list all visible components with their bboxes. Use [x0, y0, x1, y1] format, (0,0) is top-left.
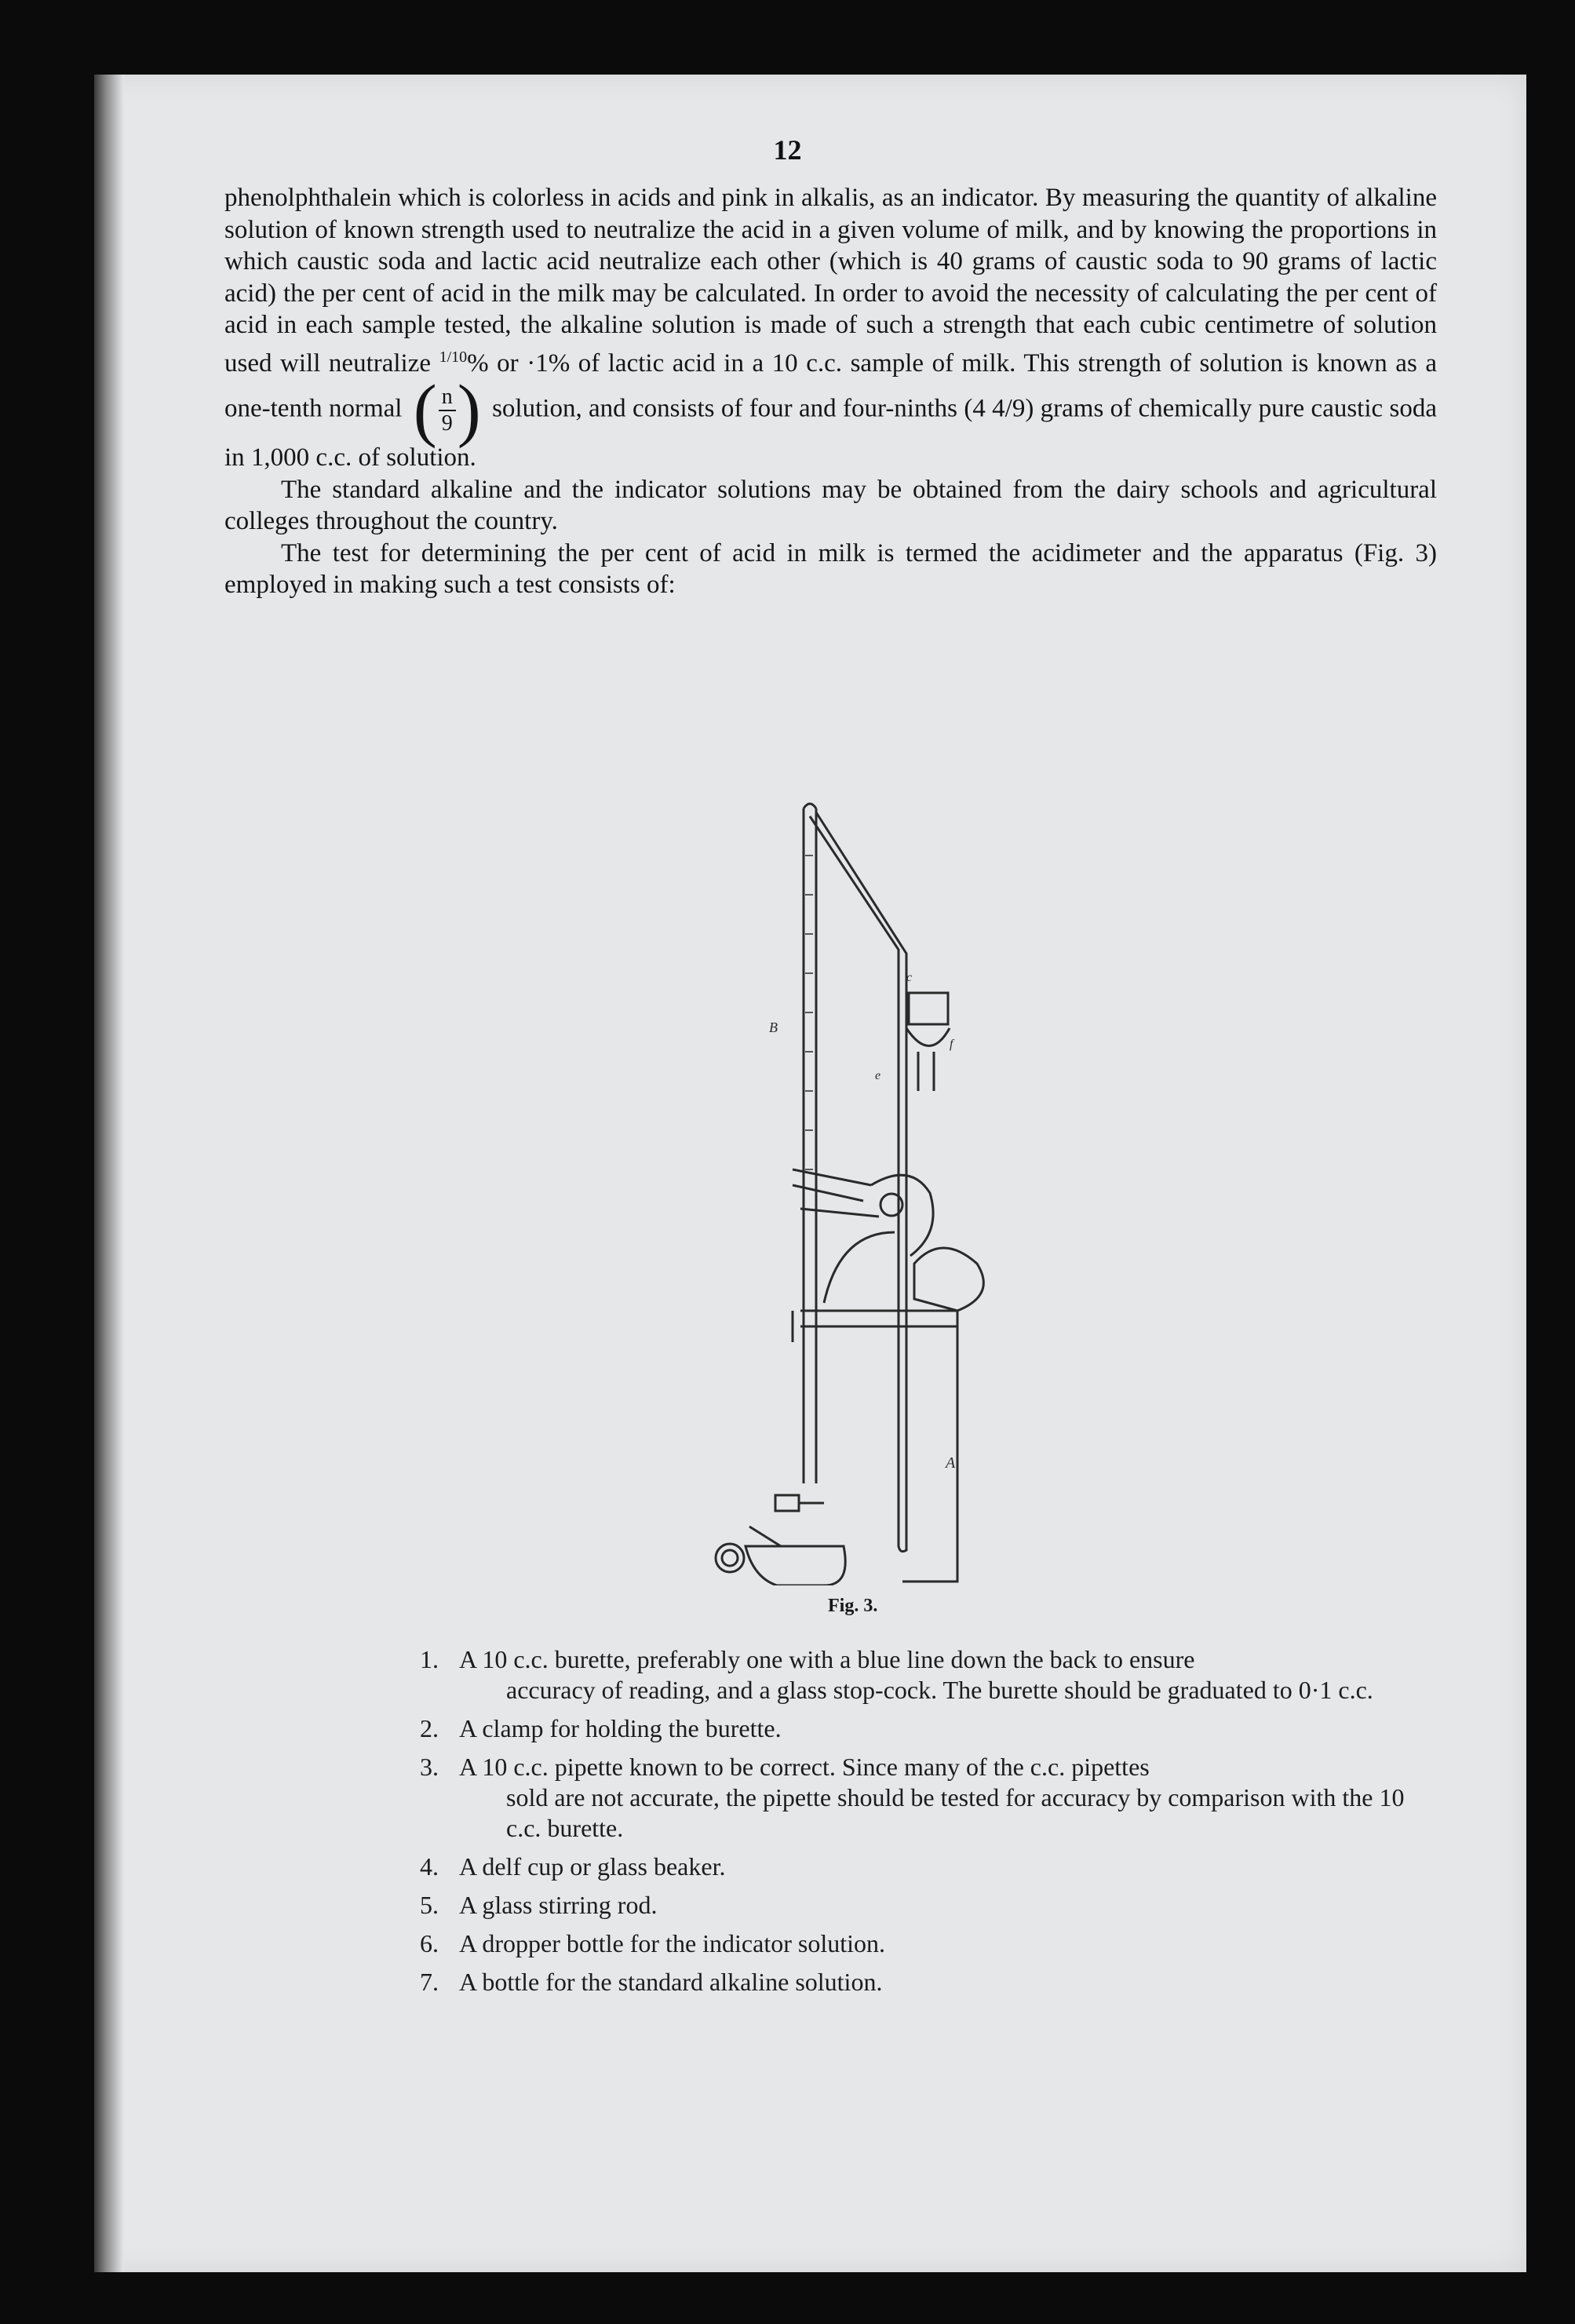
paragraph-1-part-c: solution, and consists of four and four-ninths (4 4/9) grams of chemically pure caustic soda in 1,000 c.c. of solution. — [224, 394, 1437, 472]
left-paren-icon: ( — [413, 371, 437, 449]
label-a: A — [946, 1454, 956, 1472]
paragraph-1-part-a: phenolphthalein which is colorless in acids and pink in alkalis, as an indicator. By measuring the quantity of alkaline solution of known strength used to neutralize the acid in a given volume of milk, and by knowing the proportions in which caustic soda and lactic acid neutralize each other (which is 40 grams of caustic soda to 90 grams of lactic acid) the per cent of acid in the milk may be calculated. In order to avoid the necessity of calculating the per cent of acid in each sample tested, the alkaline solution is made of such a strength that each cubic centimetre of solution used will neutralize — [224, 184, 1437, 378]
list-item — [420, 1928, 1432, 1959]
list-item-number: 7. — [420, 1968, 439, 1996]
normal-fraction — [413, 371, 481, 449]
label-e: e — [875, 1069, 881, 1082]
paragraph-3: The test for determining the per cent of acid in milk is termed the acidimeter and the apparatus (Fig. 3) employed in making such a test consists of: — [224, 538, 1437, 599]
list-item-text: A dropper bottle for the indicator solution. — [459, 1929, 885, 1957]
paragraph-1 — [224, 182, 1437, 474]
fraction-one-tenth: 1/10 — [439, 348, 468, 366]
list-item-number: 5. — [420, 1891, 439, 1919]
label-f: f — [950, 1038, 953, 1051]
list-item-continuation: accuracy of reading, and a glass stop-cock. The burette should be graduated to 0·1 c.c. — [506, 1676, 1373, 1704]
list-item-number: 4. — [420, 1852, 439, 1881]
list-item — [420, 1967, 1432, 1997]
list-item — [420, 1752, 1432, 1844]
label-c: c — [906, 971, 913, 984]
right-paren-icon: ) — [457, 371, 481, 449]
list-item — [420, 1852, 1432, 1882]
label-b: B — [769, 1020, 778, 1035]
list-item-continuation: sold are not accurate, the pipette should be tested for accuracy by comparison with the 10 c.c. burette. — [506, 1783, 1405, 1842]
list-item-number: 1. — [420, 1645, 439, 1673]
list-item-number: 6. — [420, 1929, 439, 1957]
list-item-text: A bottle for the standard alkaline solution. — [459, 1968, 883, 1996]
acidimeter-apparatus-illustration — [706, 793, 1020, 1585]
list-item-text: A delf cup or glass beaker. — [459, 1852, 726, 1881]
body-text — [224, 182, 1437, 601]
list-item — [420, 1713, 1432, 1744]
list-item-text: A 10 c.c. burette, preferably one with a blue line down the back to ensure — [459, 1645, 1195, 1673]
page-number: 12 — [773, 134, 802, 166]
list-item-text: A clamp for holding the burette. — [459, 1714, 782, 1742]
list-item-number: 2. — [420, 1714, 439, 1742]
list-item-text: A 10 c.c. pipette known to be correct. Since many of the c.c. pipettes — [459, 1753, 1150, 1781]
normal-numerator: n — [441, 385, 453, 409]
list-item — [420, 1890, 1432, 1921]
paragraph-1-part-b: % or ·1% of lactic acid in a 10 c.c. sample of milk. This strength of solution is known as a one-tenth normal — [224, 348, 1437, 423]
paragraph-2: The standard alkaline and the indicator solutions may be obtained from the dairy schools and agricultural colleges throughout the country. — [224, 475, 1437, 535]
apparatus-list — [420, 1644, 1432, 2005]
normal-denominator: 9 — [441, 411, 453, 436]
page-binding-edge — [94, 75, 124, 2272]
list-item-number: 3. — [420, 1753, 439, 1781]
list-item-text: A glass stirring rod. — [459, 1891, 658, 1919]
list-item — [420, 1644, 1432, 1706]
figure-caption: Fig. 3. — [828, 1596, 878, 1616]
